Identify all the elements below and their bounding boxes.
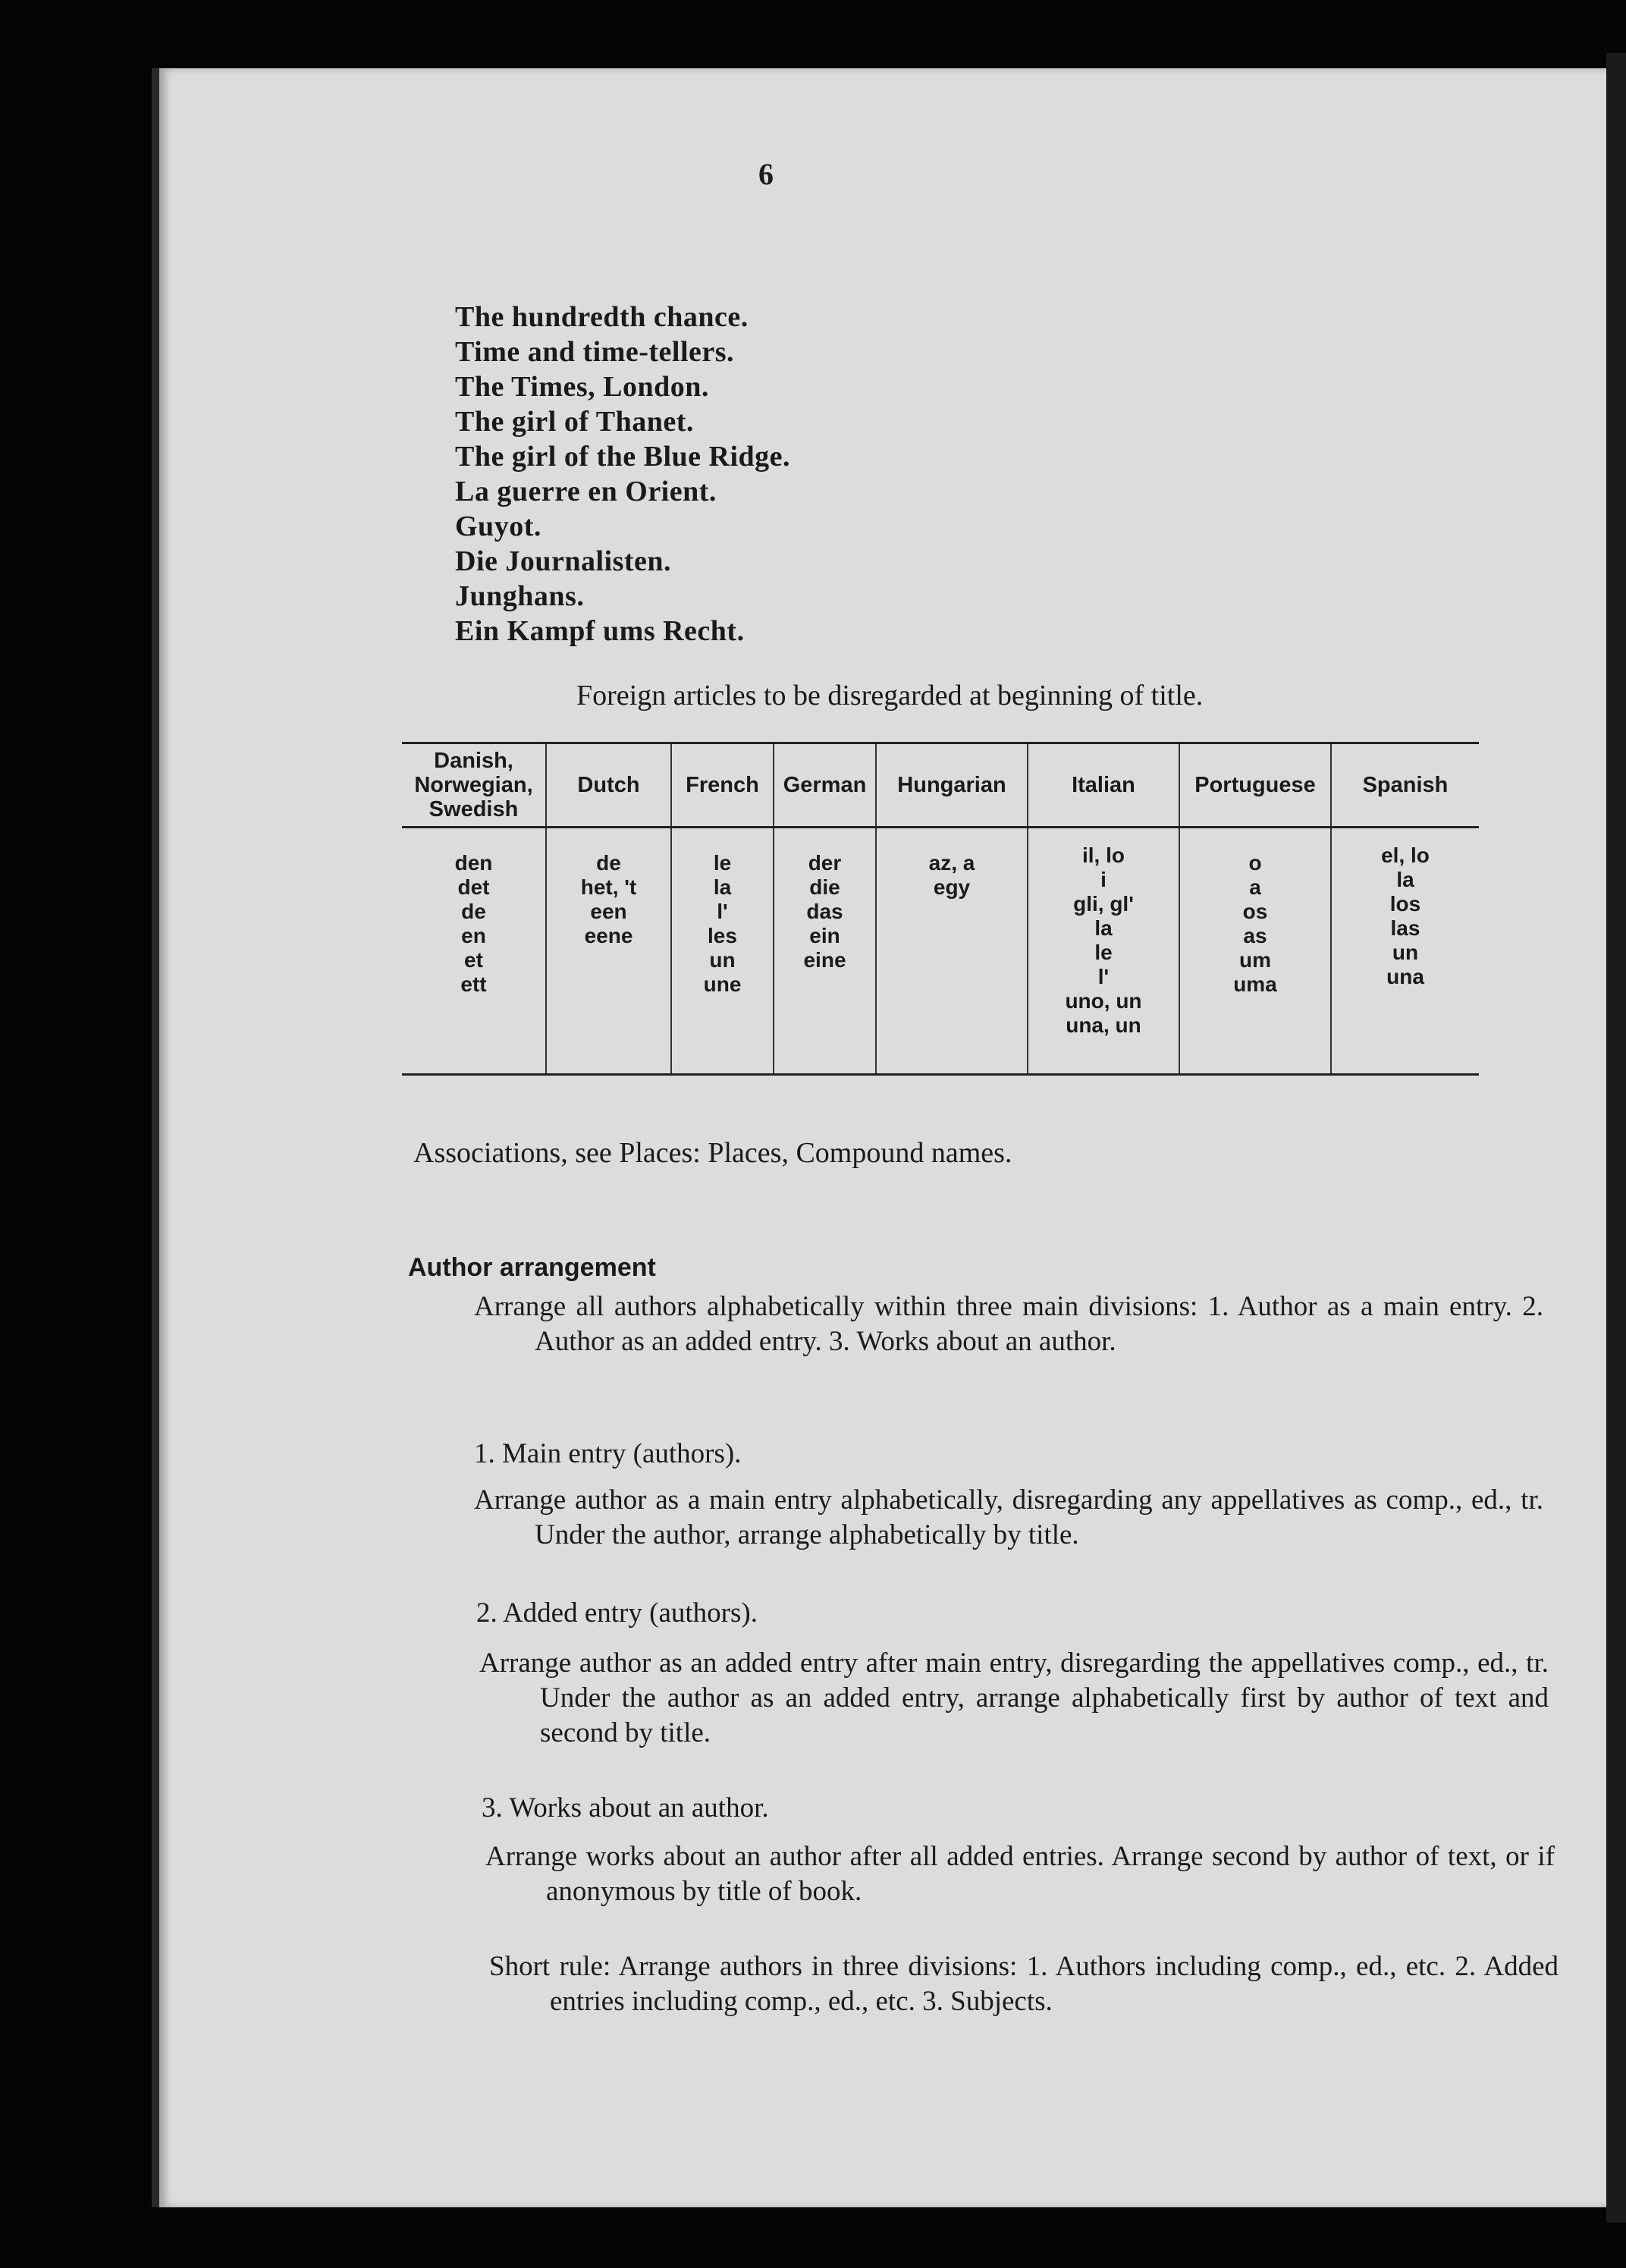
intro-paragraph: Arrange all authors alphabetically within three main divisions: 1. Author as a main entry. 2. Author as an added entry. 3. Works about an author. — [474, 1291, 1543, 1357]
article-word: et — [464, 948, 483, 972]
article-word: az, a — [928, 851, 975, 875]
subsection-paragraph: Arrange author as a main entry alphabetically, disregarding any appellatives as comp., ed., tr. Under the author, arrange alphabetically by title. — [474, 1484, 1543, 1550]
article-word: une — [703, 972, 742, 996]
table-row — [402, 828, 1479, 1075]
article-word: die — [809, 875, 840, 899]
foreign-articles-table — [402, 742, 1479, 1076]
article-word: eine — [803, 948, 846, 972]
article-word: la — [713, 875, 732, 899]
title-example: Guyot. — [455, 510, 541, 542]
title-examples-list — [455, 300, 790, 649]
article-word: de — [461, 900, 486, 923]
article-word: gli, gl' — [1073, 892, 1134, 916]
article-word: la — [1396, 868, 1414, 891]
title-example: The girl of Thanet. — [455, 406, 694, 438]
articles-cell-german — [774, 828, 876, 1075]
article-word: l' — [717, 900, 728, 923]
page-number: 6 — [758, 157, 774, 191]
articles-cell-spanish — [1331, 828, 1479, 1075]
article-word: i — [1100, 868, 1106, 891]
see-also-reference: Associations, see Places: Places, Compound names. — [413, 1137, 1012, 1169]
article-word: o — [1248, 851, 1262, 875]
articles-cell-portuguese — [1179, 828, 1331, 1075]
article-word: le — [1094, 941, 1113, 964]
column-header: Italian — [1028, 743, 1179, 828]
articles-cell-french — [671, 828, 774, 1075]
article-word: le — [713, 851, 732, 875]
articles-cell-italian — [1028, 828, 1179, 1075]
article-word: een — [590, 900, 627, 923]
subsection-paragraph: Arrange author as an added entry after main entry, disregarding the appellatives comp., ed., tr. Under the author as an added entry, arrange alphabetically first by author of text and second by title. — [479, 1648, 1549, 1748]
section-heading: Author arrangement — [408, 1253, 656, 1282]
article-word: uno, un — [1065, 989, 1142, 1013]
article-word: der — [808, 851, 842, 875]
column-header: Dutch — [546, 743, 671, 828]
article-word: as — [1243, 924, 1267, 947]
title-example: The Times, London. — [455, 371, 709, 403]
subsection-title: 1. Main entry (authors). — [474, 1438, 742, 1469]
article-word: en — [461, 924, 486, 947]
article-word: het, 't — [580, 875, 637, 899]
title-example: Die Journalisten. — [455, 545, 672, 577]
subsection-title: 3. Works about an author. — [482, 1792, 769, 1824]
article-word: las — [1390, 916, 1420, 940]
facing-page-edge — [1606, 53, 1626, 2222]
article-word: den — [454, 851, 493, 875]
article-word: una — [1386, 965, 1424, 988]
title-example: Junghans. — [455, 580, 585, 612]
column-header: Portuguese — [1179, 743, 1331, 828]
article-word: una, un — [1066, 1013, 1141, 1037]
title-example: The hundredth chance. — [455, 301, 749, 333]
article-word: det — [457, 875, 490, 899]
article-word: ein — [809, 924, 840, 947]
title-example: Time and time-tellers. — [455, 336, 735, 368]
article-word: los — [1389, 892, 1421, 916]
table-header-row — [402, 743, 1479, 828]
article-word: uma — [1233, 972, 1277, 996]
subsection-paragraph: Arrange works about an author after all added entries. Arrange second by author of text, or if anonymous by title of book. — [485, 1841, 1555, 1907]
article-word: il, lo — [1082, 843, 1125, 867]
article-word: um — [1239, 948, 1271, 972]
article-word: egy — [933, 875, 971, 899]
table-caption: Foreign articles to be disregarded at beginning of title. — [576, 680, 1204, 711]
column-header: French — [671, 743, 774, 828]
article-word: das — [806, 900, 843, 923]
article-word: un — [709, 948, 736, 972]
article-word: de — [596, 851, 621, 875]
column-header: German — [774, 743, 876, 828]
article-word: eene — [584, 924, 633, 947]
article-word: la — [1094, 916, 1113, 940]
title-example: The girl of the Blue Ridge. — [455, 441, 791, 473]
column-header: Spanish — [1331, 743, 1479, 828]
article-word: les — [708, 924, 737, 947]
article-word: un — [1392, 941, 1419, 964]
short-rule-paragraph: Short rule: Arrange authors in three divisions: 1. Authors including comp., ed., etc. 2. Added entries including comp., ed., etc. 3. Subjects. — [489, 1951, 1559, 2017]
title-example: Ein Kampf ums Recht. — [455, 615, 745, 647]
article-word: ett — [460, 972, 487, 996]
article-word: a — [1249, 875, 1261, 899]
article-word: l' — [1097, 965, 1110, 988]
articles-cell-scandinavian — [402, 828, 546, 1075]
subsection-title: 2. Added entry (authors). — [476, 1597, 758, 1629]
articles-cell-dutch — [546, 828, 671, 1075]
articles-cell-hungarian — [876, 828, 1028, 1075]
title-example: La guerre en Orient. — [455, 476, 717, 507]
column-header: Danish, Norwegian, Swedish — [402, 743, 546, 828]
article-word: el, lo — [1381, 843, 1430, 867]
article-word: os — [1242, 900, 1268, 923]
column-header: Hungarian — [876, 743, 1028, 828]
